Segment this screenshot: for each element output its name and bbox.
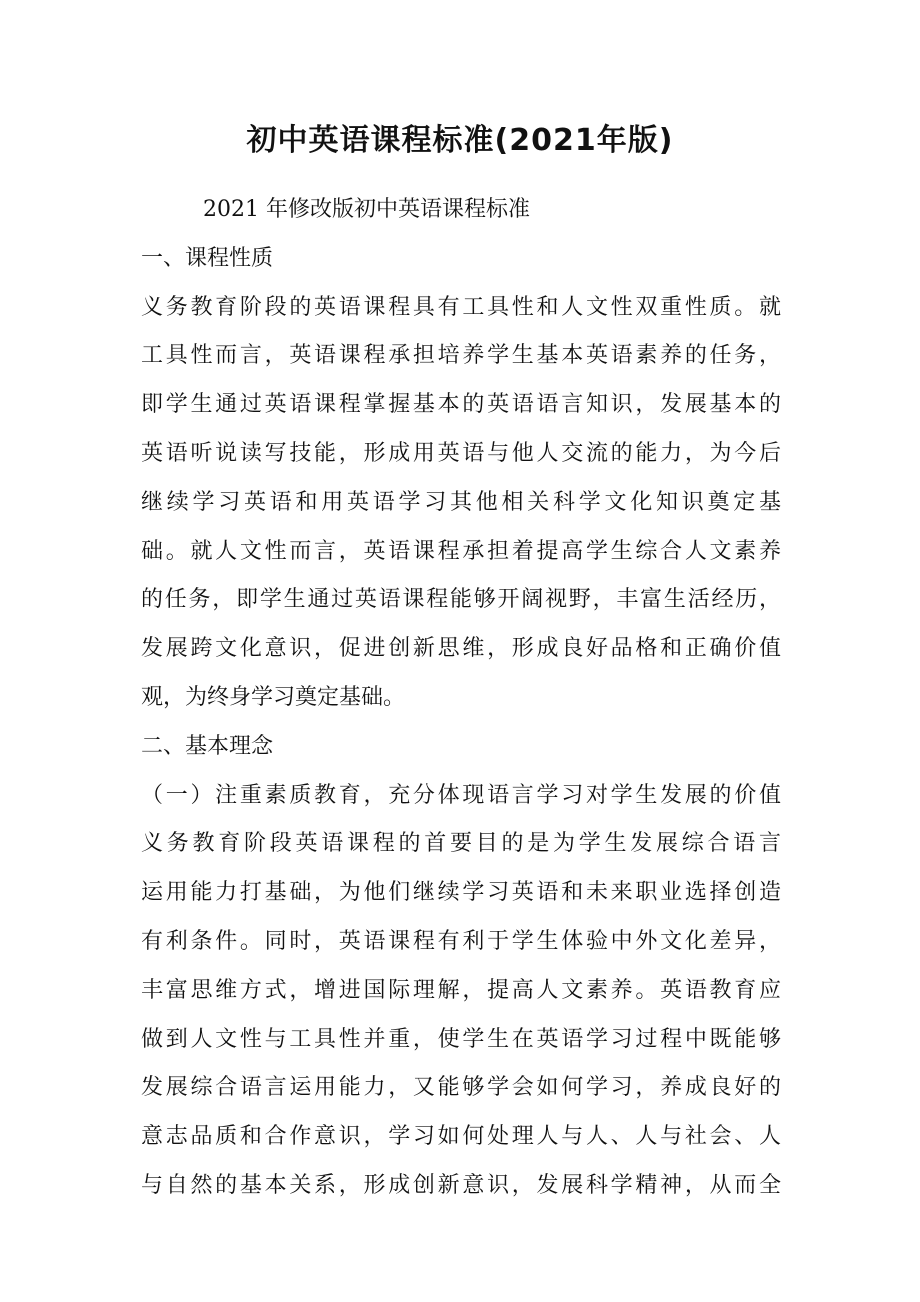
paragraph-line: 即学生通过英语课程掌握基本的英语语言知识，发展基本的 bbox=[141, 392, 781, 418]
document-body bbox=[141, 186, 781, 1211]
paragraph-line: 发展综合语言运用能力，又能够学会如何学习，养成良好的 bbox=[141, 1075, 781, 1101]
paragraph-line: 意志品质和合作意识，学习如何处理人与人、人与社会、人 bbox=[141, 1124, 781, 1150]
section-heading-2: 二、基本理念 bbox=[141, 733, 274, 759]
paragraph-line: 做到人文性与工具性并重，使学生在英语学习过程中既能够 bbox=[141, 1026, 781, 1052]
subtitle-line: 2021 年修改版初中英语课程标准 bbox=[203, 197, 530, 222]
paragraph-line: 与自然的基本关系，形成创新意识，发展科学精神，从而全 bbox=[141, 1172, 781, 1198]
paragraph-line: 的任务，即学生通过英语课程能够开阔视野，丰富生活经历， bbox=[141, 587, 781, 613]
document-title: 初中英语课程标准(2021年版) bbox=[246, 123, 674, 158]
paragraph-line: 运用能力打基础，为他们继续学习英语和未来职业选择创造 bbox=[141, 880, 781, 906]
paragraph-line: 发展跨文化意识，促进创新思维，形成良好品格和正确价值 bbox=[141, 636, 781, 662]
paragraph-line: 有利条件。同时，英语课程有利于学生体验中外文化差异， bbox=[141, 928, 781, 954]
paragraph-line: 义务教育阶段的英语课程具有工具性和人文性双重性质。就 bbox=[141, 294, 781, 320]
paragraph-line: 义务教育阶段英语课程的首要目的是为学生发展综合语言 bbox=[141, 831, 781, 857]
paragraph-line: 础。就人文性而言，英语课程承担着提高学生综合人文素养 bbox=[141, 538, 781, 564]
paragraph-line: 观，为终身学习奠定基础。 bbox=[141, 684, 406, 710]
paragraph-line: 丰富思维方式，增进国际理解，提高人文素养。英语教育应 bbox=[141, 977, 781, 1003]
subsection-heading: （一）注重素质教育，充分体现语言学习对学生发展的价值 bbox=[141, 782, 781, 808]
paragraph-line: 英语听说读写技能，形成用英语与他人交流的能力，为今后 bbox=[141, 440, 781, 466]
section-heading-1: 一、课程性质 bbox=[141, 245, 274, 271]
paragraph-line: 继续学习英语和用英语学习其他相关科学文化知识奠定基 bbox=[141, 489, 781, 515]
paragraph-line: 工具性而言，英语课程承担培养学生基本英语素养的任务， bbox=[141, 343, 781, 369]
